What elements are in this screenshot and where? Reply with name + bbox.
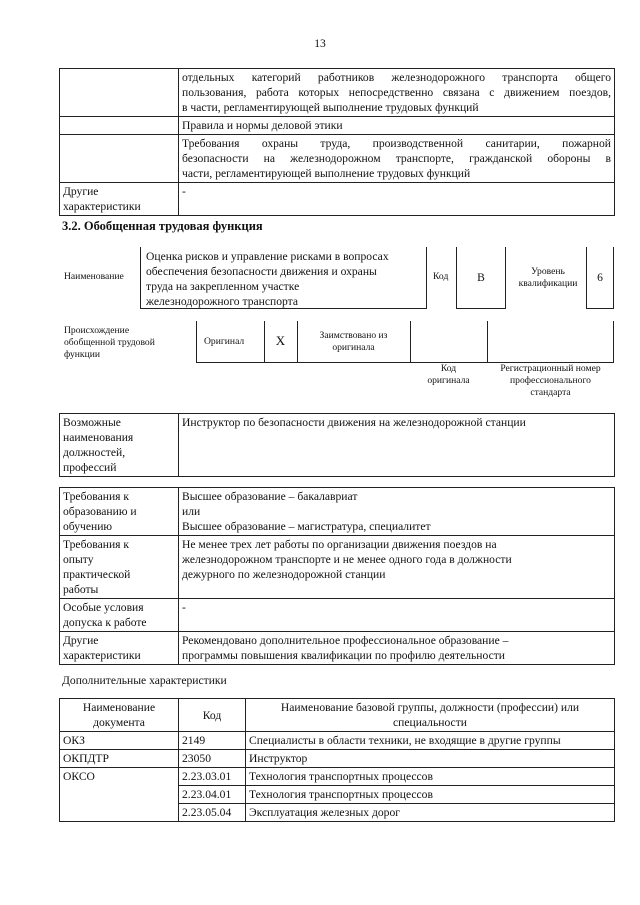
row-value: Высшее образование – бакалавриат или Высшее образование – магистратура, специалитет (179, 488, 615, 536)
row-value: отдельных категорий работников железнодорожного транспорта общего пользования, работа которых непосредственно связана с движением поездов, в части, регламентирующей выполнение трудовых функций (179, 69, 615, 117)
row-value: Инструктор по безопасности движения на железнодорожной станции (179, 414, 615, 477)
row-label: Требования к опыту практической работы (60, 536, 179, 599)
cell-name: Технология транспортных процессов (246, 786, 615, 804)
original-label: Оригинал (204, 336, 245, 347)
section-heading: 3.2. Обобщенная трудовая функция (62, 219, 263, 233)
page-number: 13 (314, 37, 326, 50)
row-label: Требования к образованию и обучению (60, 488, 179, 536)
cell-code: 23050 (179, 750, 246, 768)
additional-heading: Дополнительные характеристики (62, 674, 227, 687)
table-row (60, 750, 615, 768)
knowledge-table-continuation (59, 68, 615, 216)
positions-table (59, 413, 615, 477)
row-label: Другие характеристики (60, 183, 179, 216)
row-value: Требования охраны труда, производственной санитарии, пожарной безопасности на железнодорожном транспорте, гражданской обороны в части, регламентирующей выполнение трудовых функций (179, 135, 615, 183)
cell-name: Технология транспортных процессов (246, 768, 615, 786)
row-value: Правила и нормы деловой этики (179, 117, 615, 135)
cell-code: 2.23.04.01 (179, 786, 246, 804)
cell-name: Специалисты в области техники, не входящие в другие группы (246, 732, 615, 750)
name-label: Наименование (64, 271, 124, 282)
cell-document: ОКЗ (60, 732, 179, 750)
original-mark: Х (275, 333, 286, 348)
table-header-row (60, 699, 615, 732)
table-row (60, 488, 615, 536)
row-value: Рекомендовано дополнительное профессиональное образование – программы повышения квалификации по профилю деятельности (179, 632, 615, 665)
row-label: Особые условия допуска к работе (60, 599, 179, 632)
table-row (60, 536, 615, 599)
gtf-name-box: Оценка рисков и управление рисками в вопросах обеспечения безопасности движения и охраны труда на закрепленном участке железнодорожного транспорта (140, 247, 427, 309)
additional-characteristics-table (59, 698, 615, 822)
table-row (60, 732, 615, 750)
level-label: Уровень квалификации (518, 266, 578, 289)
level-value-box: 6 (586, 247, 614, 309)
table-row (60, 599, 615, 632)
row-value: - (179, 599, 615, 632)
cell-code: 2149 (179, 732, 246, 750)
table-row (60, 117, 615, 135)
table-row (60, 135, 615, 183)
table-row (60, 414, 615, 477)
code-value-box: В (456, 247, 506, 309)
cell-code: 2.23.03.01 (179, 768, 246, 786)
cell-name: Эксплуатация железных дорог (246, 804, 615, 822)
header-name: Наименование базовой группы, должности (профессии) или специальности (246, 699, 615, 732)
row-label (60, 69, 179, 117)
row-label (60, 135, 179, 183)
code-label: Код (433, 271, 449, 282)
code-original-caption: Код оригинала (427, 363, 470, 386)
row-value: - (179, 183, 615, 216)
requirements-table (59, 487, 615, 665)
cell-code: 2.23.05.04 (179, 804, 246, 822)
header-code: Код (179, 699, 246, 732)
table-row (60, 69, 615, 117)
table-row (60, 632, 615, 665)
row-label (60, 117, 179, 135)
row-value: Не менее трех лет работы по организации движения поездов на железнодорожном транспорте и не менее одного года в должности дежурного по железнодорожной станции (179, 536, 615, 599)
table-row (60, 183, 615, 216)
row-label: Другие характеристики (60, 632, 179, 665)
header-document: Наименование документа (60, 699, 179, 732)
borrowed-label: Заимствовано из оригинала (319, 330, 388, 353)
cell-document: ОКСО (60, 768, 179, 822)
reg-number-caption: Регистрационный номер профессионального стандарта (500, 363, 601, 398)
cell-name: Инструктор (246, 750, 615, 768)
table-row (60, 768, 615, 786)
row-label: Возможные наименования должностей, профессий (60, 414, 179, 477)
cell-document: ОКПДТР (60, 750, 179, 768)
origin-label: Происхождение обобщенной трудовой функции (64, 325, 155, 360)
